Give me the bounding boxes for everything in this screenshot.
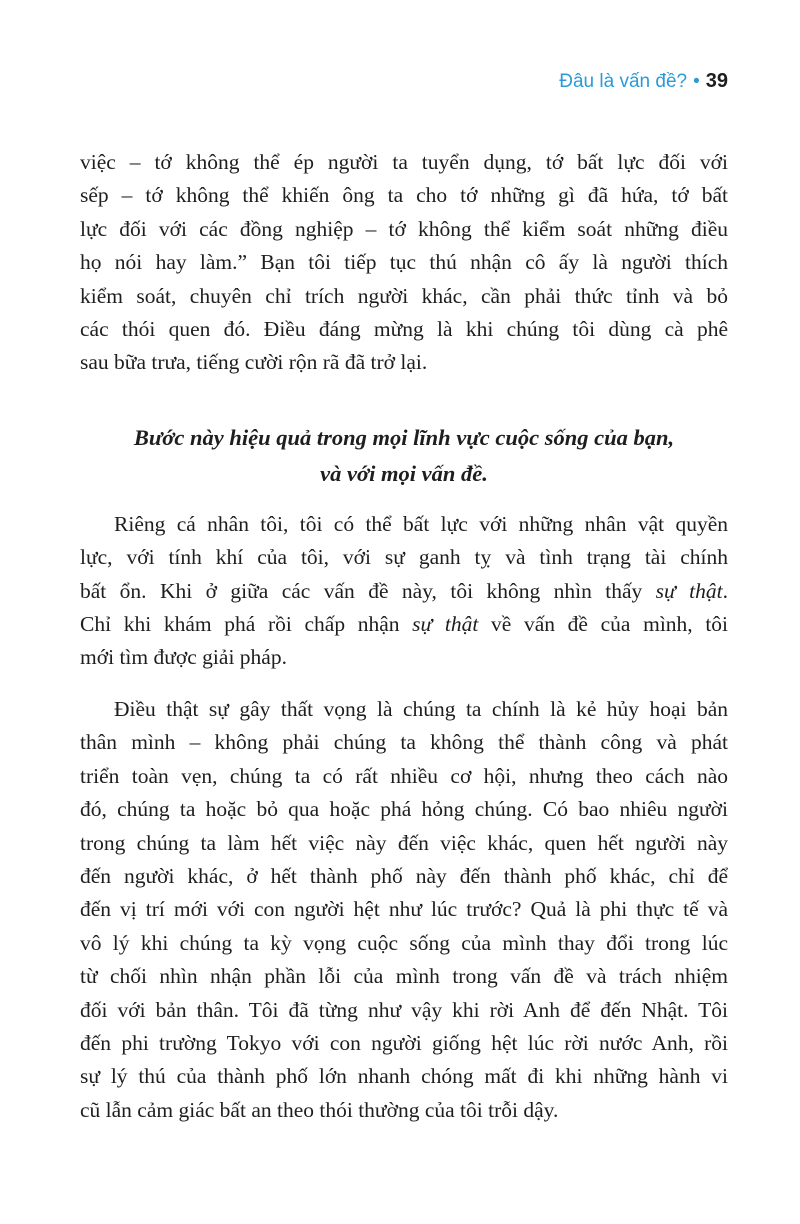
text-line: từ chối nhìn nhận phần lỗi của mình trong vấn đề và trách nhiệm: [80, 964, 728, 989]
text-line: [80, 608, 728, 641]
page-body: [80, 146, 728, 1127]
paragraph-2: [80, 508, 728, 675]
text-line: họ nói hay làm.” Bạn tôi tiếp tục thú nhận cô ấy là người thích: [80, 250, 728, 275]
text-run: bất ổn. Khi ở giữa các vấn đề này, tôi không nhìn thấy: [80, 578, 656, 603]
text-line: đó, chúng ta hoặc bỏ qua hoặc phá hỏng chúng. Có bao nhiêu người: [80, 797, 728, 822]
text-line: trong chúng ta làm hết việc này đến việc khác, quen hết người này: [80, 830, 728, 855]
emphasis-text: sự thật: [655, 578, 723, 603]
text-line: triển toàn vẹn, chúng ta có rất nhiều cơ hội, nhưng theo cách nào: [80, 763, 728, 788]
text-line: sự lý thú của thành phố lớn nhanh chóng mất đi khi những hành vi: [80, 1064, 728, 1089]
text-line: sau bữa trưa, tiếng cười rộn rã đã trở lại.: [80, 350, 428, 375]
text-run: Chỉ khi khám phá rồi chấp nhận: [80, 612, 413, 637]
text-line: kiểm soát, chuyên chỉ trích người khác, cần phải thức tỉnh và bỏ: [80, 283, 728, 308]
text-line: vô lý khi chúng ta kỳ vọng cuộc sống của mình thay đổi trong lúc: [80, 930, 728, 955]
text-line: đến vị trí mới với con người hệt như lúc trước? Quả là phi thực tế và: [80, 897, 728, 922]
text-run: .: [722, 578, 728, 603]
text-line: lực, với tính khí của tôi, với sự ganh tỵ và tình trạng tài chính: [80, 545, 728, 570]
text-line: lực đối với các đồng nghiệp – tớ không thể kiểm soát những điều: [80, 216, 728, 241]
header-separator: •: [693, 71, 700, 92]
subheading-line: Bước này hiệu quả trong mọi lĩnh vực cuộc sống của bạn,: [133, 424, 675, 450]
paragraph-3: [80, 693, 728, 1127]
text-line: đến người khác, ở hết thành phố này đến thành phố khác, chỉ để: [80, 863, 728, 888]
emphasis-text: sự thật: [412, 612, 479, 637]
text-line: [80, 575, 728, 608]
text-line: đối với bản thân. Tôi đã từng như vậy khi rời Anh để đến Nhật. Tôi: [80, 997, 728, 1022]
text-run: về vấn đề của mình, tôi: [478, 612, 729, 637]
text-line: thân mình – không phải chúng ta không thể thành công và phát: [80, 730, 728, 755]
page-number: 39: [705, 70, 728, 92]
text-line: các thói quen đó. Điều đáng mừng là khi chúng tôi dùng cà phê: [80, 317, 728, 342]
text-line: việc – tớ không thể ép người ta tuyển dụng, tớ bất lực đối với: [80, 150, 728, 174]
text-line: mới tìm được giải pháp.: [80, 645, 287, 670]
text-line: đến phi trường Tokyo với con người giống hệt lúc rời nước Anh, rồi: [80, 1030, 728, 1055]
chapter-title: Đâu là vấn đề?: [559, 71, 688, 92]
text-line: cũ lẫn cảm giác bất an theo thói thường của tôi trỗi dậy.: [80, 1097, 559, 1122]
text-line: sếp – tớ không thể khiến ông ta cho tớ những gì đã hứa, tớ bất: [80, 183, 728, 208]
text-line: Riêng cá nhân tôi, tôi có thể bất lực với những nhân vật quyền: [114, 511, 728, 536]
text-line: Điều thật sự gây thất vọng là chúng ta chính là kẻ hủy hoại bản: [114, 696, 728, 721]
running-header: [559, 70, 728, 93]
subheading-line: và với mọi vấn đề.: [320, 460, 488, 486]
paragraph-1: [80, 146, 728, 380]
section-subheading: [80, 420, 728, 492]
